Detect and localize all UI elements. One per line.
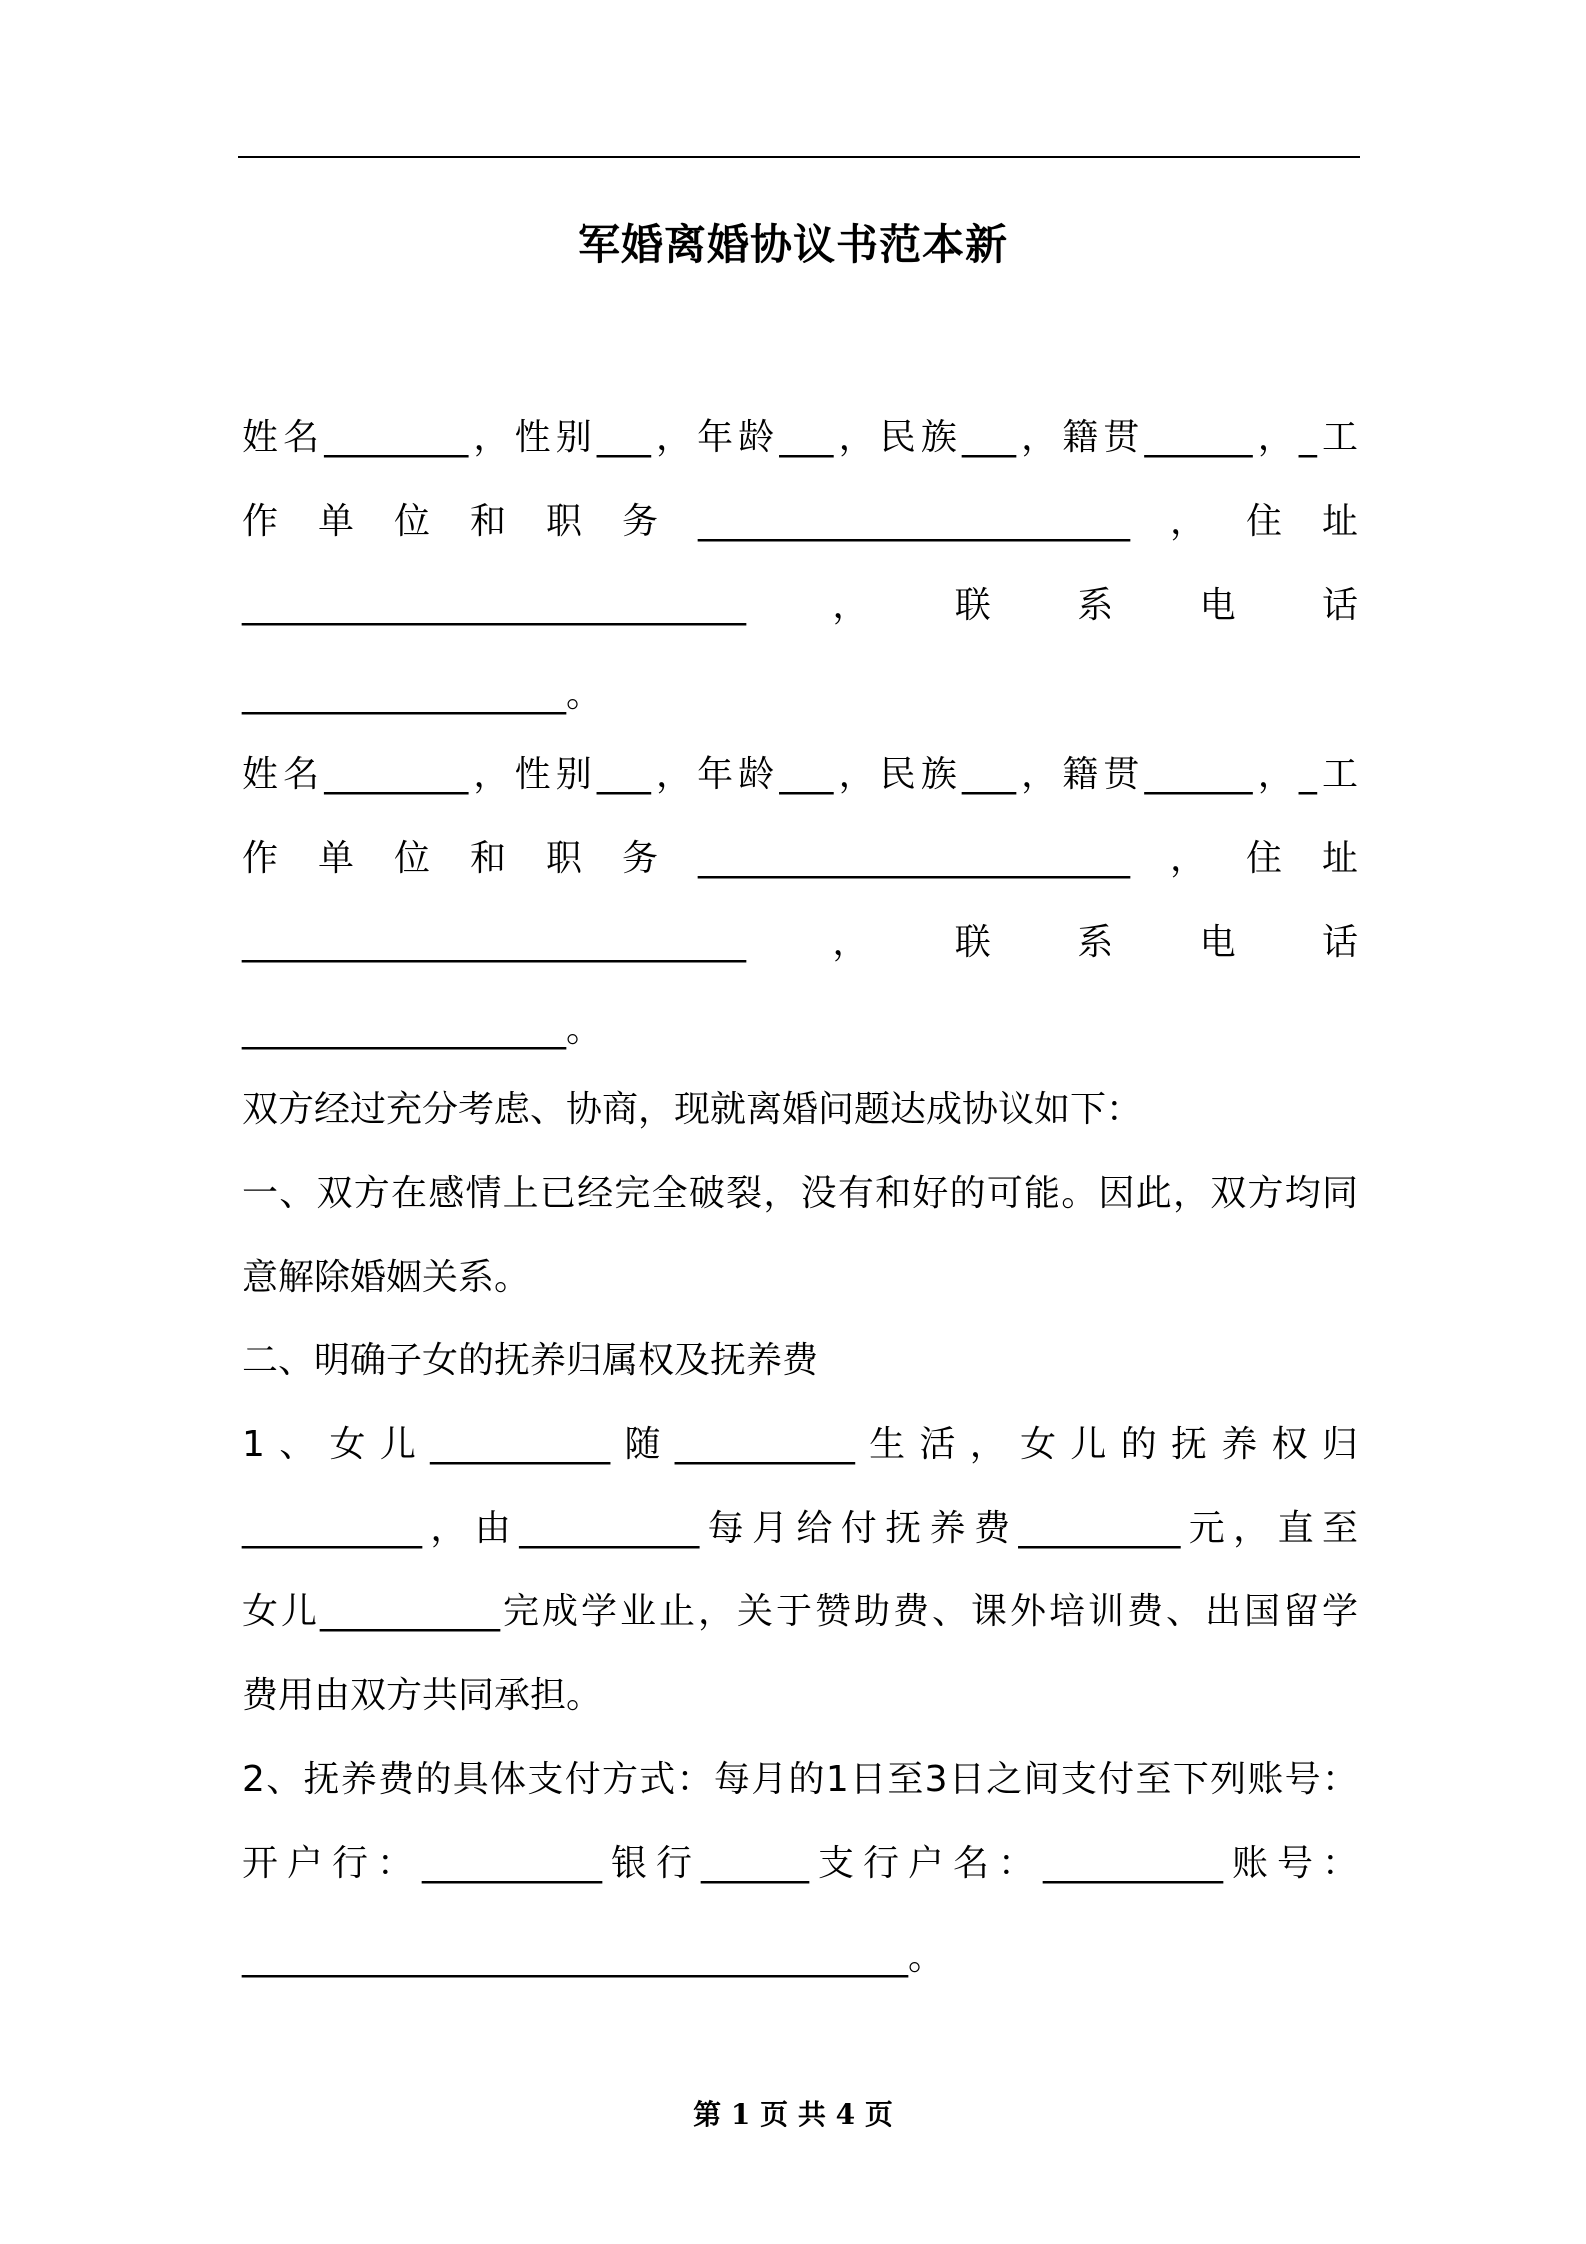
party-b-info-line-1: 姓名________，性别___，年龄___，民族___，籍贯______，_工 — [242, 754, 1358, 795]
party-a-info-line-1: 姓名________，性别___，年龄___，民族___，籍贯______，_工 — [242, 417, 1358, 458]
clause-2-2-line-3: _____________________________________。 — [242, 1937, 944, 1978]
page-number: 第 1 页 共 4 页 — [693, 2098, 893, 2131]
clause-2-2-line-2: 开户行：__________银行______支行户名：__________账号： — [242, 1843, 1358, 1884]
party-a-info-line-3: ____________________________，联系电话 — [242, 585, 1358, 626]
clause-1-line-1: 一、双方在感情上已经完全破裂，没有和好的可能。因此，双方均同 — [242, 1173, 1358, 1214]
clause-2-1-line-2: __________，由__________每月给付抚养费_________元，直至 — [242, 1508, 1358, 1549]
party-a-info-line-2: 作单位和职务________________________，住址 — [242, 501, 1358, 542]
clause-2-1-line-1: 1、女儿__________随__________生活，女儿的抚养权归 — [242, 1424, 1358, 1465]
party-b-info-line-2: 作单位和职务________________________，住址 — [242, 838, 1358, 879]
clause-2-2-line-1: 2、抚养费的具体支付方式：每月的1日至3日之间支付至下列账号： — [242, 1759, 1358, 1800]
clause-2-1-line-4: 费用由双方共同承担。 — [242, 1675, 603, 1716]
party-b-info-line-4: __________________。 — [242, 1009, 602, 1050]
clause-2-1-line-3: 女儿__________完成学业止，关于赞助费、课外培训费、出国留学 — [242, 1591, 1358, 1632]
document-title: 军婚离婚协议书范本新 — [577, 220, 1008, 269]
clause-1-line-2: 意解除婚姻关系。 — [242, 1257, 531, 1298]
agreement-intro: 双方经过充分考虑、协商，现就离婚问题达成协议如下： — [242, 1089, 1143, 1130]
header-rule — [238, 156, 1360, 158]
party-b-info-line-3: ____________________________，联系电话 — [242, 922, 1358, 963]
clause-2-heading: 二、明确子女的抚养归属权及抚养费 — [242, 1340, 819, 1381]
party-a-info-line-4: __________________。 — [242, 674, 602, 715]
